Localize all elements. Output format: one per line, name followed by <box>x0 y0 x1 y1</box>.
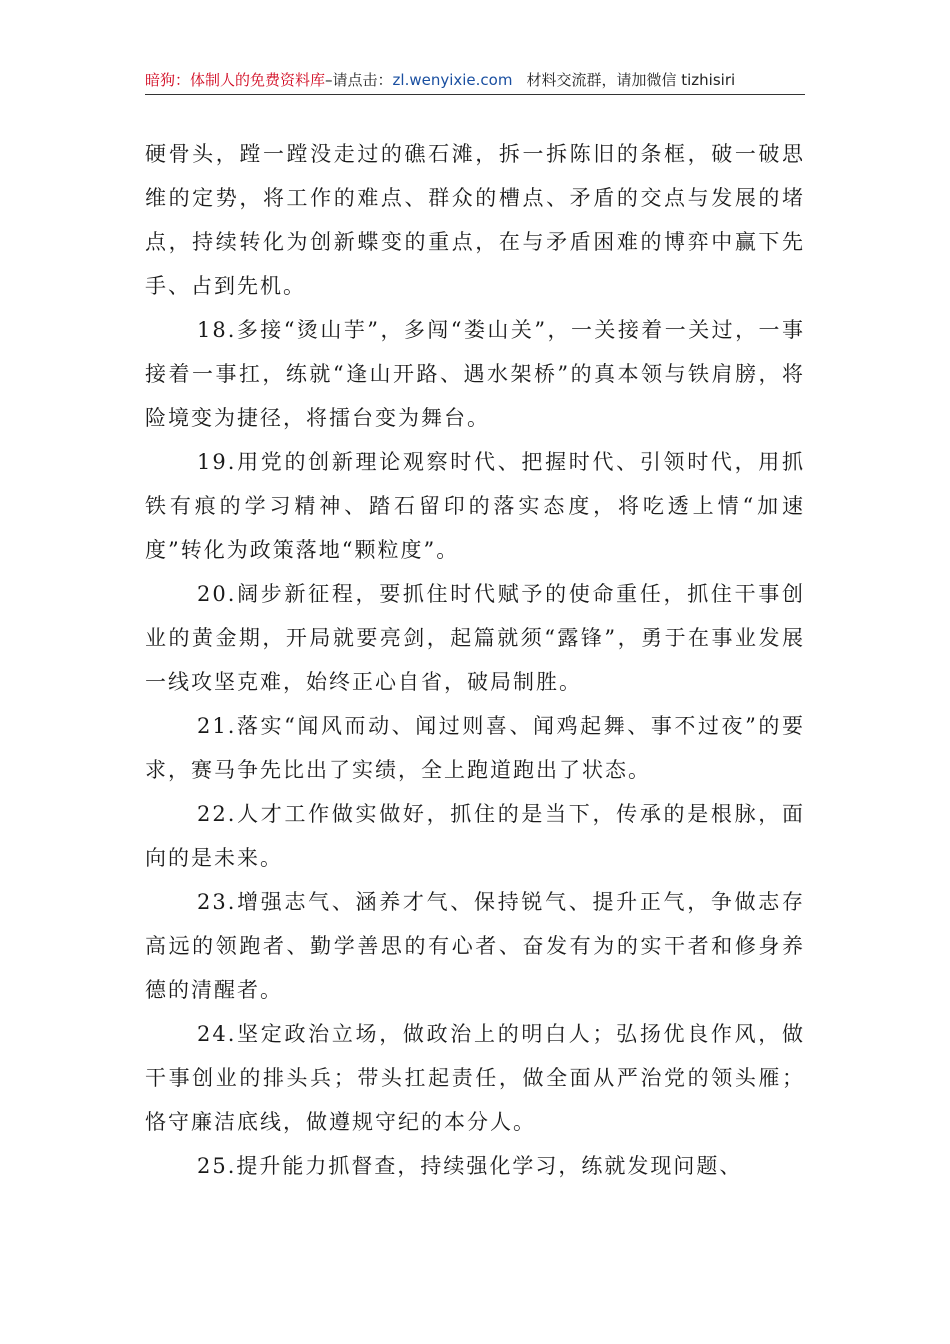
paragraph-21: 21.落实“闻风而动、闻过则喜、闻鸡起舞、事不过夜”的要求，赛马争先比出了实绩，全上跑道跑出了状态。 <box>145 714 805 782</box>
paragraph-25: 25.提升能力抓督查，持续强化学习，练就发现问题、 <box>197 1154 743 1178</box>
paragraph-19: 19.用党的创新理论观察时代、把握时代、引领时代，用抓铁有痕的学习精神、踏石留印的落实态度，将吃透上情“加速度”转化为政策落地“颗粒度”。 <box>145 450 805 562</box>
document-body <box>145 132 805 1188</box>
paragraph-22: 22.人才工作做实做好，抓住的是当下，传承的是根脉，面向的是未来。 <box>145 802 805 870</box>
paragraph-18: 18.多接“烫山芋”，多闯“娄山关”，一关接着一关过，一事接着一事扛，练就“逢山开路、遇水架桥”的真本领与铁肩膀，将险境变为捷径，将擂台变为舞台。 <box>145 318 805 430</box>
page-header <box>145 66 805 95</box>
header-brand: 暗狗：体制人的免费资料库 <box>145 71 326 89</box>
header-wechat-note: 材料交流群，请加微信 tizhisiri <box>526 71 736 89</box>
header-url-link[interactable]: zl.wenyixie.com <box>392 71 513 89</box>
paragraph-continued: 硬骨头，蹚一蹚没走过的礁石滩，拆一拆陈旧的条框，破一破思维的定势，将工作的难点、群众的槽点、矛盾的交点与发展的堵点，持续转化为创新蝶变的重点，在与矛盾困难的博弈中赢下先手、占到先机。 <box>145 142 805 298</box>
paragraph-24: 24.坚定政治立场，做政治上的明白人；弘扬优良作风，做干事创业的排头兵；带头扛起责任，做全面从严治党的领头雁；恪守廉洁底线，做遵规守纪的本分人。 <box>145 1022 805 1134</box>
header-prompt: –请点击： <box>325 71 393 89</box>
paragraph-23: 23.增强志气、涵养才气、保持锐气、提升正气，争做志存高远的领跑者、勤学善思的有心者、奋发有为的实干者和修身养德的清醒者。 <box>145 890 805 1002</box>
paragraph-20: 20.阔步新征程，要抓住时代赋予的使命重任，抓住干事创业的黄金期，开局就要亮剑，起篇就须“露锋”，勇于在事业发展一线攻坚克难，始终正心自省，破局制胜。 <box>145 582 805 694</box>
